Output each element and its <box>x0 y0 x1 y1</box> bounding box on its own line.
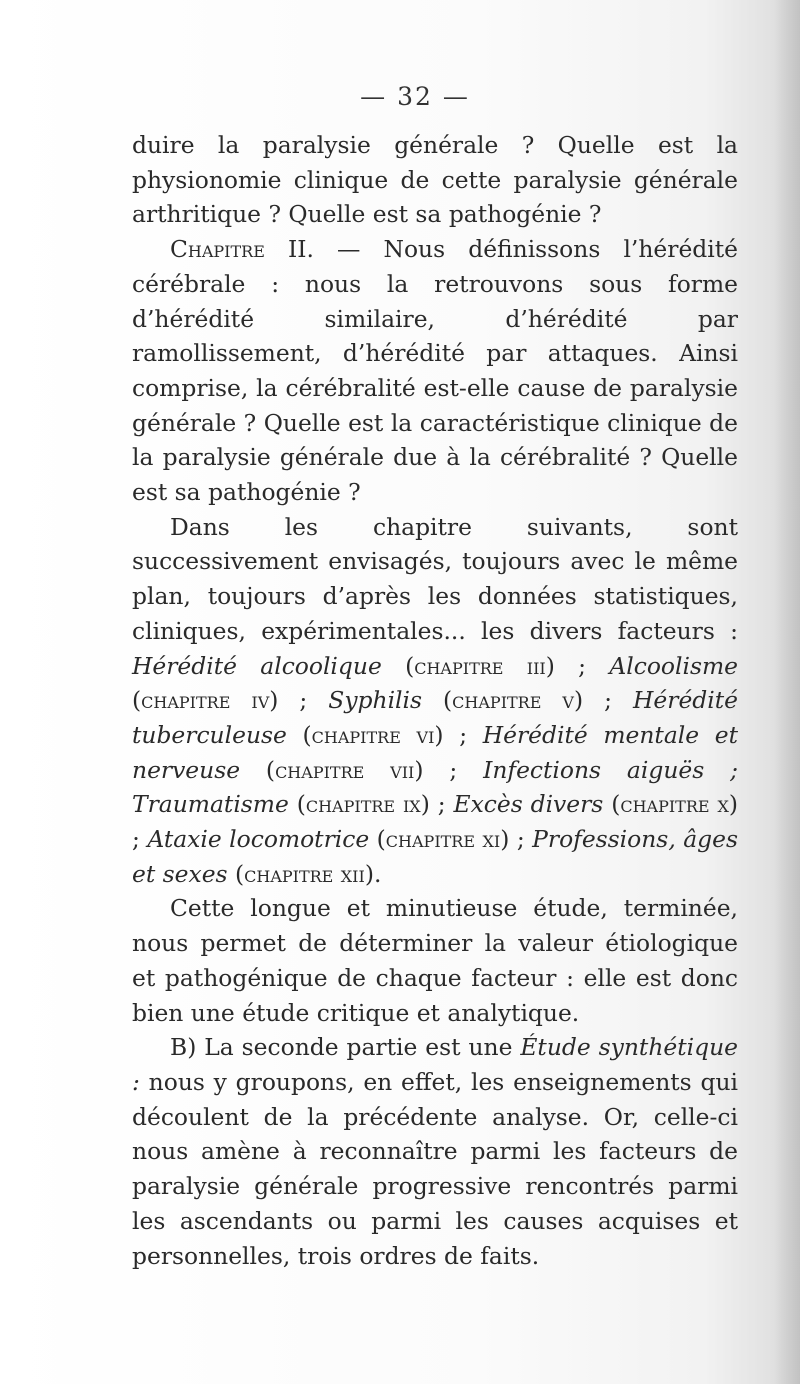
chapter-reference: chapitre ix <box>305 790 421 819</box>
factor-name: Hérédité mentale et nerveuse <box>132 720 738 784</box>
factor-name: Excès divers <box>453 790 604 819</box>
chapter-reference: chapitre iv <box>141 686 270 715</box>
chapter-reference: chapitre xi <box>385 825 501 854</box>
factor-name: Hérédité tuberculeuse <box>132 686 738 749</box>
paragraph-5-text: nous y groupons, en effet, les enseignements qui découlent de la précédente analyse. Or, celle-ci nous amène à reconnaître parmi les facteurs de paralysie générale progressive rencontrés parmi les ascendants ou parmi les causes acquises et personnelles, trois ordres de faits. <box>132 1067 738 1270</box>
factor-name: Hérédité alcoolique <box>132 651 382 680</box>
factor-list: Hérédité alcoolique (chapitre iii) ; Alcoolisme (chapitre iv) ; Syphilis (chapitre v) ; Hérédité tuberculeuse (chapitre vi) ; Hérédité mentale et nerveuse (chapitre vii) ; Infections aiguës ; Traumatisme (chapitre ix) ; Excès divers (chapitre x) ; Ataxie locomotrice (chapitre xi) ; Professions, âges et sexes (chapitre xii). <box>132 651 739 888</box>
synthetic-study-title: Étude synthétique : <box>132 1033 738 1096</box>
chapter-reference: chapitre xii <box>244 859 365 888</box>
paragraph-2-text: — Nous définissons l’hérédité cérébrale : nous la retrouvons sous forme d’hérédité similaire, d’hérédité par ramollissement, d’hérédité par attaques. Ainsi comprise, la cérébralité est-elle cause de paralysie générale ? Quelle est la caractéristique clinique de la paralysie générale due à la cérébralité ? Quelle est sa pathogénie ? <box>132 235 738 507</box>
chapter-heading: Chapitre II. <box>170 235 314 264</box>
paragraph-4-text: Cette longue et minutieuse étude, terminée, nous permet de déterminer la valeur étiologique et pathogénique de chaque facteur : elle est donc bien une étude critique et analytique. <box>132 894 738 1027</box>
paragraph-5 <box>132 1030 738 1273</box>
body-text <box>132 128 738 1273</box>
paragraph-1-text: duire la paralysie générale ? Quelle est la physionomie clinique de cette paralysie générale arthritique ? Quelle est sa pathogénie ? <box>132 131 738 229</box>
factor-name: Professions, âges et sexes <box>132 825 738 888</box>
page-edge-shadow <box>774 0 800 1384</box>
factor-name: Alcoolisme <box>609 651 738 680</box>
chapter-reference: chapitre v <box>452 686 574 715</box>
paragraph-5-lead: B) La seconde partie est une <box>170 1033 521 1062</box>
chapter-reference: chapitre x <box>620 790 729 819</box>
chapter-reference: chapitre vi <box>311 720 435 749</box>
paragraph-chapitre-ii <box>132 232 738 510</box>
factor-name: Ataxie locomotrice <box>147 825 370 854</box>
paragraph-4 <box>132 891 738 1030</box>
paragraph-factors <box>132 510 738 892</box>
paragraph-3-intro: Dans les chapitre suivants, sont successivement envisagés, toujours avec le même plan, toujours d’après les données statistiques, cliniques, expérimentales... les divers facteurs : <box>132 512 738 645</box>
factor-name: Syphilis <box>328 686 423 715</box>
chapter-reference: chapitre vii <box>275 755 415 784</box>
paragraph-1 <box>132 128 738 232</box>
page-number: — 32 — <box>360 82 470 111</box>
factor-name: Infections aiguës ; Traumatisme <box>132 755 738 819</box>
chapter-reference: chapitre iii <box>414 651 546 680</box>
